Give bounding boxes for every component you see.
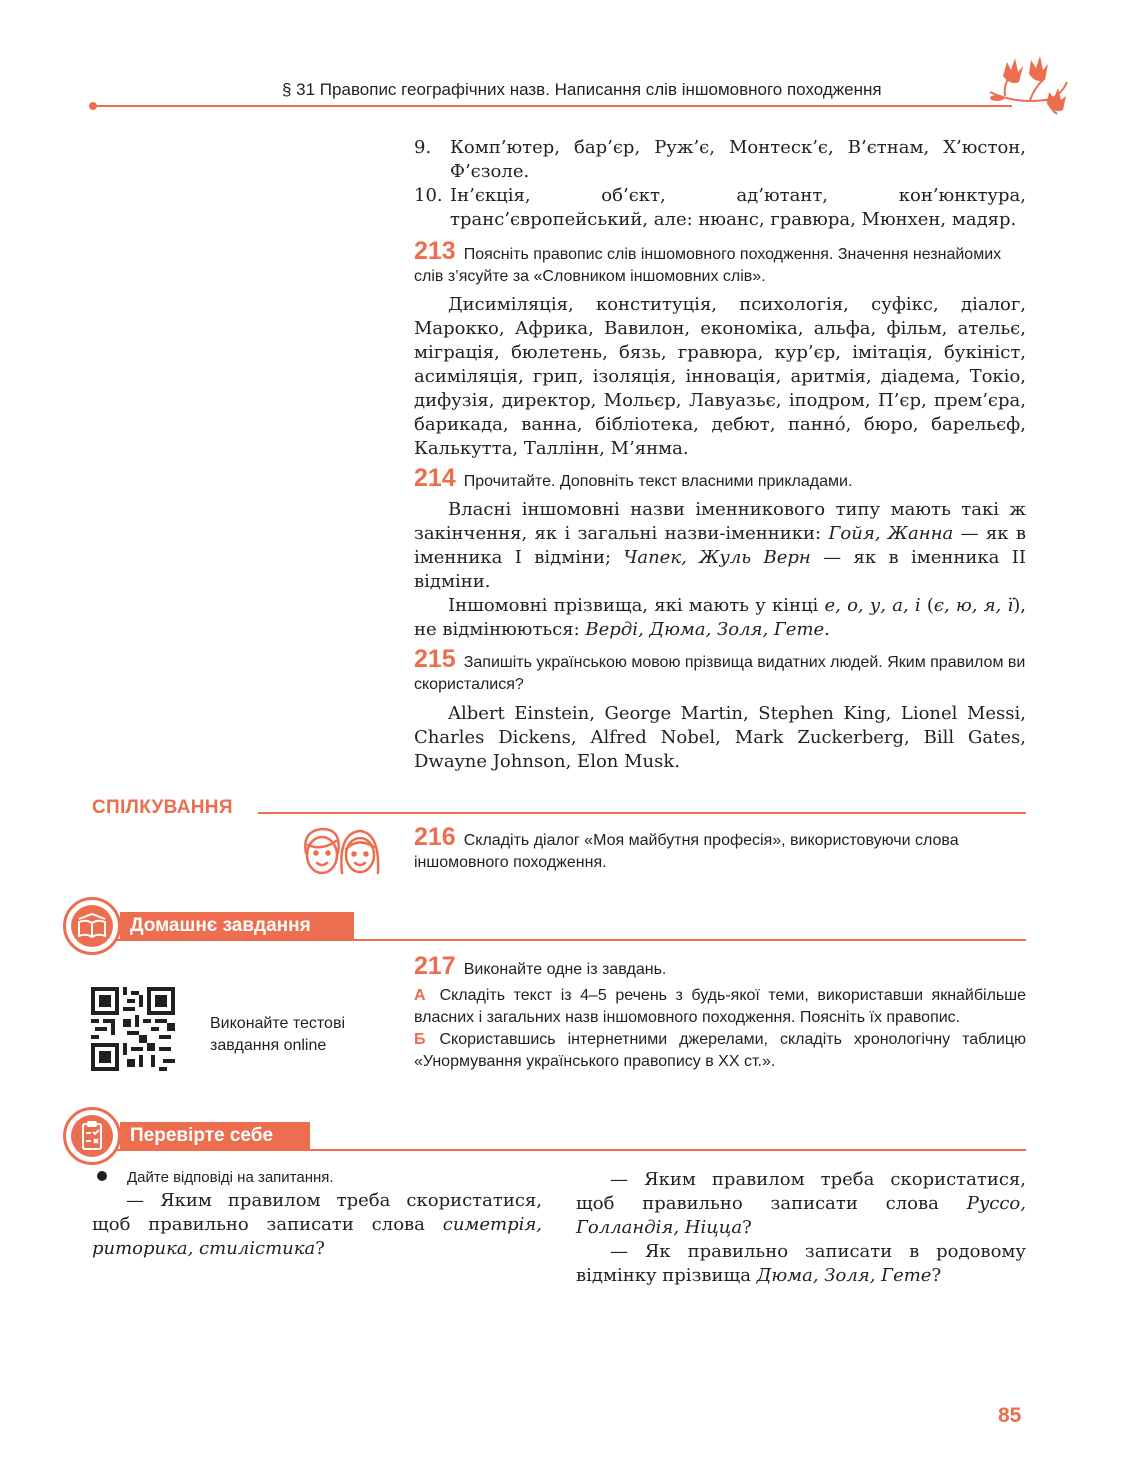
section-title-homework: Домашнє завдання: [120, 912, 354, 940]
task-number: 215: [414, 645, 456, 673]
qr-code-icon[interactable]: [91, 987, 175, 1071]
question: — Яким правилом треба скористатися, щоб правильно записати слова симетрія, риторика, стилістика?: [92, 1190, 542, 1259]
faces-icon: [298, 823, 382, 881]
question: — Як правильно записати в родовому відмінку прізвища Дюма, Золя, Гете?: [576, 1241, 1026, 1286]
task-instruction: 215 Запишіть українською мовою прізвища видатних людей. Яким правилом ви скористалися?: [414, 645, 1026, 693]
task-instruction: 216 Складіть діалог «Моя майбутня професія», використовуючи слова іншомовного походження.: [414, 823, 959, 871]
task-number: 216: [414, 823, 456, 851]
question: — Яким правилом треба скористатися, щоб правильно записати слова Руссо, Голландія, Ніцца?: [576, 1169, 1026, 1238]
qr-caption: Виконайте тестові завдання online: [210, 1015, 345, 1054]
list-item: 10. Ін’єкція, об’єкт, ад’ютант, кон’юнктура, транс’європейський, але: нюанс, гравюра, Мюнхен, мадяр.: [414, 185, 1026, 230]
task-paragraph: Власні іншомовні назви іменникового типу мають такі ж закінчення, як і загальні назви-іменники: Гойя, Жанна — як в іменника I відміни; Чапек, Жуль Верн — як в іменника II відміни.: [414, 499, 1027, 592]
book-icon: [71, 905, 113, 947]
task-instruction: 214 Прочитайте. Доповніть текст власними прикладами.: [414, 464, 853, 492]
homework-badge: [63, 897, 121, 955]
check-badge: [63, 1107, 121, 1165]
task-216: [414, 823, 1026, 874]
header-dot: [89, 102, 97, 110]
page-number: 85: [998, 1404, 1022, 1427]
task-number: 214: [414, 464, 456, 492]
task-215: [414, 645, 1026, 774]
task-paragraph: Іншомовні прізвища, які мають у кінці е, о, у, а, і (є, ю, я, ї), не відмінюються: Верді, Дюма, Золя, Гете.: [414, 595, 1026, 640]
task-instruction: 217 Виконайте одне із завдань.: [414, 952, 667, 980]
page-title: § 31 Правопис географічних назв. Написання слів іншомовного походження: [282, 80, 882, 99]
bullet-icon: [97, 1171, 107, 1181]
task-number: 213: [414, 237, 456, 265]
section-divider: [258, 812, 1026, 814]
numbered-list: [414, 136, 1026, 232]
task-text: Дисиміляція, конституція, психологія, суфікс, діалог, Марокко, Африка, Вавилон, економіка, альфа, фільм, ательє, міграція, бюлетень, бязь, гравюра, кур’єр, імітація, букініст, асиміляція, грип, ізоляція, інновація, аритмія, діадема, Токіо, дифузія, директор, Мольєр, Лавуазьє, іподром, П’єр, прем’єра, барикада, ванна, бібліотека, дебют, панно́, бюро, барельєф, Калькутта, Таллінн, М’янма.: [414, 294, 1026, 459]
task-213: [414, 237, 1026, 461]
flowers-icon: [985, 52, 1070, 120]
task-instruction: 213 Поясніть правопис слів іншомовного походження. Значення незнайомих слів з’ясуйте за «Словником іншомовних слів».: [414, 237, 1002, 285]
section-title-communication: СПІЛКУВАННЯ: [92, 797, 233, 818]
questions-left: [92, 1167, 542, 1261]
page-header: [0, 0, 1133, 120]
section-title-check: Перевірте себе: [120, 1122, 310, 1150]
checklist-icon: [71, 1115, 113, 1157]
task-214: [414, 464, 1027, 642]
header-divider: [92, 105, 1012, 107]
task-option-a: А Складіть текст із 4–5 речень з будь-якої теми, використавши якнайбільше власних і загальних назв іншомовного походження. Поясніть їх правопис.: [414, 987, 1026, 1026]
task-option-b: Б Скориставшись інтернетними джерелами, складіть хронологічну таблицю «Унормування українського правопису в XX ст.».: [414, 1031, 1026, 1070]
list-item: 9. Комп’ютер, бар’єр, Руж’є, Монтеск’є, В’єтнам, Х’юстон, Ф’єзоле.: [414, 137, 1026, 182]
bullet-item: Дайте відповіді на запитання.: [92, 1167, 542, 1189]
task-text: Albert Einstein, George Martin, Stephen King, Lionel Messi, Charles Dickens, Alfred Nobel, Mark Zuckerberg, Bill Gates, Dwayne Johnson, Elon Musk.: [414, 703, 1026, 772]
task-number: 217: [414, 952, 456, 980]
questions-right: [576, 1168, 1026, 1288]
task-217: [414, 952, 1026, 1073]
